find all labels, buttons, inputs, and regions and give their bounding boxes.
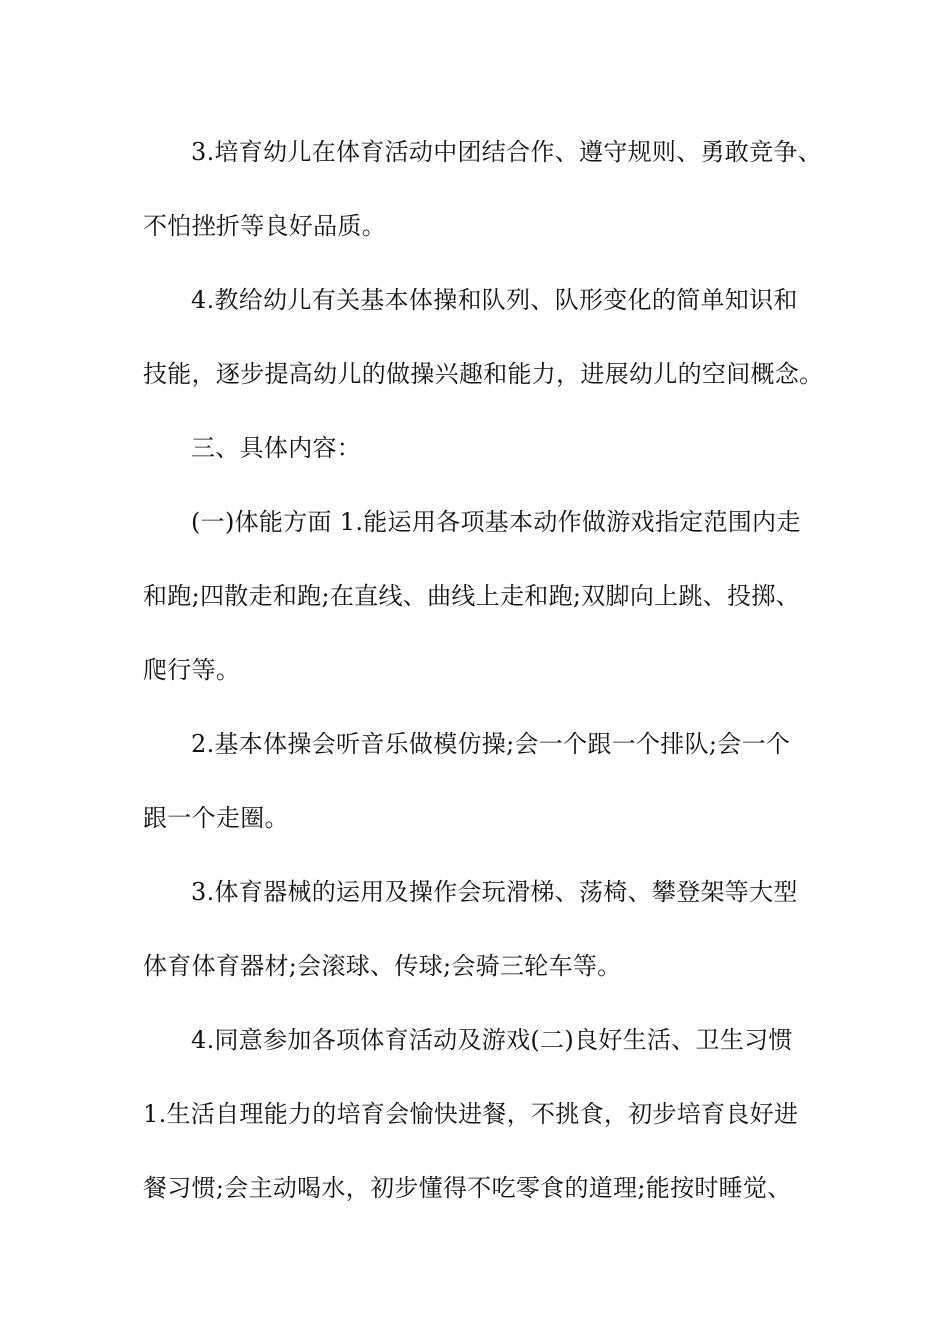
- paragraph-line: 体育体育器材;会滚球、传球;会骑三轮车等。: [143, 952, 622, 980]
- paragraph-line: 2.基本体操会听音乐做模仿操;会一个跟一个排队;会一个: [191, 730, 791, 758]
- paragraph-line: 餐习惯;会主动喝水，初步懂得不吃零食的道理;能按时睡觉、: [143, 1174, 792, 1202]
- paragraph-line: 4.教给幼儿有关基本体操和队列、队形变化的简单知识和: [191, 286, 798, 314]
- paragraph-line: 3.培育幼儿在体育活动中团结合作、遵守规则、勇敢竞争、: [191, 138, 822, 166]
- paragraph-line: 爬行等。: [143, 656, 241, 684]
- paragraph-line: 3.体育器械的运用及操作会玩滑梯、荡椅、攀登架等大型: [191, 878, 798, 906]
- paragraph-line: (一)体能方面 1.能运用各项基本动作做游戏指定范围内走: [191, 508, 801, 536]
- section-heading: 三、具体内容：: [191, 434, 362, 462]
- paragraph-line: 跟一个走圈。: [143, 804, 289, 832]
- paragraph-line: 4.同意参加各项体育活动及游戏(二)良好生活、卫生习惯: [191, 1026, 793, 1054]
- paragraph-line: 和跑;四散走和跑;在直线、曲线上走和跑;双脚向上跳、投掷、: [143, 582, 800, 610]
- paragraph-line: 1.生活自理能力的培育会愉快进餐，不挑食，初步培育良好进: [143, 1100, 799, 1128]
- paragraph-line: 不怕挫折等良好品质。: [143, 212, 386, 240]
- paragraph-line: 技能，逐步提高幼儿的做操兴趣和能力，进展幼儿的空间概念。: [143, 360, 824, 388]
